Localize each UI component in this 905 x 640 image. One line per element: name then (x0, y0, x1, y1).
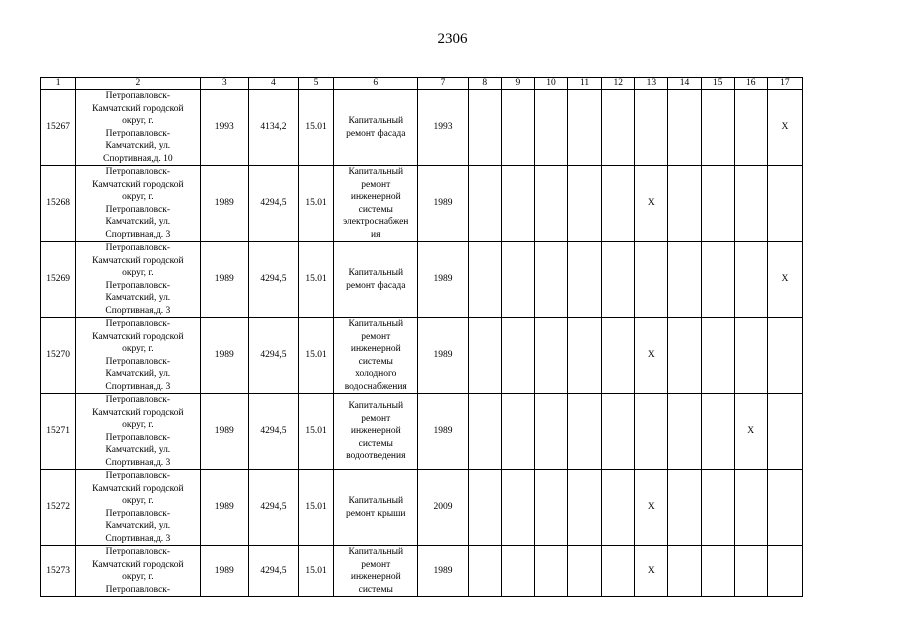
cell-col-14 (668, 394, 701, 470)
cell-col-14 (668, 90, 701, 166)
cell-col-8 (468, 318, 501, 394)
cell-col-8 (468, 394, 501, 470)
last-repair-year-cell: 1989 (418, 394, 468, 470)
last-repair-year-cell: 2009 (418, 470, 468, 546)
column-number-7: 7 (418, 78, 468, 90)
cell-col-10 (534, 90, 567, 166)
column-number-6: 6 (334, 78, 418, 90)
cell-col-11 (568, 318, 602, 394)
cell-col-16 (734, 166, 767, 242)
work-type-cell: Капитальный ремонт инженерной системы водоотведения (334, 394, 418, 470)
code-cell: 15.01 (298, 470, 333, 546)
work-type-cell: Капитальный ремонт фасада (334, 242, 418, 318)
mark-cell-col-13: X (635, 470, 668, 546)
address-cell: Петропавловск- Камчатский городской округ, г. Петропавловск- Камчатский, ул. Спортивная,д. 3 (76, 242, 200, 318)
cell-col-10 (534, 394, 567, 470)
cell-col-15 (701, 242, 734, 318)
column-number-10: 10 (534, 78, 567, 90)
page-number: 2306 (437, 31, 468, 47)
mark-cell-col-17: X (767, 242, 802, 318)
address-cell: Петропавловск- Камчатский городской округ, г. Петропавловск- (76, 546, 200, 597)
column-number-header (41, 78, 803, 90)
year-built-cell: 1989 (200, 166, 248, 242)
cell-col-16 (734, 90, 767, 166)
address-cell: Петропавловск- Камчатский городской округ, г. Петропавловск- Камчатский, ул. Спортивная,д. 3 (76, 318, 200, 394)
work-type-cell: Капитальный ремонт крыши (334, 470, 418, 546)
last-repair-year-cell: 1989 (418, 546, 468, 597)
table-row (41, 318, 803, 394)
cell-col-8 (468, 470, 501, 546)
column-number-4: 4 (248, 78, 298, 90)
column-number-11: 11 (568, 78, 602, 90)
code-cell: 15.01 (298, 546, 333, 597)
column-number-15: 15 (701, 78, 734, 90)
work-type-cell: Капитальный ремонт инженерной системы холодного водоснабжения (334, 318, 418, 394)
cell-col-11 (568, 546, 602, 597)
cell-col-9 (501, 546, 534, 597)
cell-col-8 (468, 90, 501, 166)
table-row (41, 470, 803, 546)
column-number-8: 8 (468, 78, 501, 90)
table-row (41, 394, 803, 470)
record-number-cell: 15267 (41, 90, 76, 166)
cell-col-16 (734, 242, 767, 318)
mark-cell-col-13: X (635, 546, 668, 597)
column-number-9: 9 (501, 78, 534, 90)
area-cell: 4294,5 (248, 394, 298, 470)
work-type-cell: Капитальный ремонт инженерной системы (334, 546, 418, 597)
area-cell: 4134,2 (248, 90, 298, 166)
cell-col-14 (668, 318, 701, 394)
area-cell: 4294,5 (248, 470, 298, 546)
column-number-1: 1 (41, 78, 76, 90)
cell-col-8 (468, 242, 501, 318)
column-number-16: 16 (734, 78, 767, 90)
cell-col-13 (635, 394, 668, 470)
capital-repair-table (40, 77, 803, 597)
record-number-cell: 15269 (41, 242, 76, 318)
cell-col-14 (668, 546, 701, 597)
cell-col-10 (534, 470, 567, 546)
cell-col-14 (668, 470, 701, 546)
cell-col-10 (534, 318, 567, 394)
cell-col-14 (668, 166, 701, 242)
cell-col-17 (767, 546, 802, 597)
cell-col-12 (602, 546, 635, 597)
cell-col-9 (501, 242, 534, 318)
code-cell: 15.01 (298, 90, 333, 166)
area-cell: 4294,5 (248, 242, 298, 318)
column-number-13: 13 (635, 78, 668, 90)
cell-col-15 (701, 166, 734, 242)
cell-col-10 (534, 166, 567, 242)
year-built-cell: 1989 (200, 470, 248, 546)
cell-col-8 (468, 546, 501, 597)
year-built-cell: 1989 (200, 242, 248, 318)
cell-col-9 (501, 318, 534, 394)
cell-col-11 (568, 90, 602, 166)
record-number-cell: 15271 (41, 394, 76, 470)
last-repair-year-cell: 1989 (418, 166, 468, 242)
year-built-cell: 1993 (200, 90, 248, 166)
cell-col-12 (602, 470, 635, 546)
code-cell: 15.01 (298, 318, 333, 394)
cell-col-12 (602, 318, 635, 394)
cell-col-16 (734, 470, 767, 546)
column-number-3: 3 (200, 78, 248, 90)
year-built-cell: 1989 (200, 318, 248, 394)
cell-col-12 (602, 90, 635, 166)
column-number-5: 5 (298, 78, 333, 90)
cell-col-9 (501, 470, 534, 546)
record-number-cell: 15273 (41, 546, 76, 597)
year-built-cell: 1989 (200, 394, 248, 470)
cell-col-17 (767, 318, 802, 394)
cell-col-11 (568, 470, 602, 546)
column-number-14: 14 (668, 78, 701, 90)
work-type-cell: Капитальный ремонт инженерной системы электроснабжен ия (334, 166, 418, 242)
cell-col-15 (701, 394, 734, 470)
cell-col-13 (635, 90, 668, 166)
column-number-17: 17 (767, 78, 802, 90)
cell-col-15 (701, 318, 734, 394)
cell-col-16 (734, 546, 767, 597)
year-built-cell: 1989 (200, 546, 248, 597)
mark-cell-col-13: X (635, 318, 668, 394)
cell-col-17 (767, 470, 802, 546)
table-row (41, 242, 803, 318)
table-row (41, 166, 803, 242)
cell-col-15 (701, 470, 734, 546)
area-cell: 4294,5 (248, 166, 298, 242)
cell-col-14 (668, 242, 701, 318)
cell-col-15 (701, 546, 734, 597)
record-number-cell: 15270 (41, 318, 76, 394)
cell-col-9 (501, 394, 534, 470)
area-cell: 4294,5 (248, 546, 298, 597)
column-number-12: 12 (602, 78, 635, 90)
cell-col-10 (534, 242, 567, 318)
cell-col-17 (767, 166, 802, 242)
record-number-cell: 15272 (41, 470, 76, 546)
last-repair-year-cell: 1993 (418, 90, 468, 166)
code-cell: 15.01 (298, 242, 333, 318)
cell-col-12 (602, 242, 635, 318)
cell-col-11 (568, 394, 602, 470)
address-cell: Петропавловск- Камчатский городской округ, г. Петропавловск- Камчатский, ул. Спортивная,д. 3 (76, 470, 200, 546)
cell-col-17 (767, 394, 802, 470)
cell-col-12 (602, 166, 635, 242)
mark-cell-col-17: X (767, 90, 802, 166)
cell-col-9 (501, 166, 534, 242)
cell-col-8 (468, 166, 501, 242)
table-row (41, 546, 803, 597)
cell-col-11 (568, 166, 602, 242)
column-number-2: 2 (76, 78, 200, 90)
code-cell: 15.01 (298, 394, 333, 470)
mark-cell-col-16: X (734, 394, 767, 470)
address-cell: Петропавловск- Камчатский городской округ, г. Петропавловск- Камчатский, ул. Спортивная,д. 3 (76, 166, 200, 242)
area-cell: 4294,5 (248, 318, 298, 394)
code-cell: 15.01 (298, 166, 333, 242)
cell-col-12 (602, 394, 635, 470)
last-repair-year-cell: 1989 (418, 318, 468, 394)
cell-col-11 (568, 242, 602, 318)
table-row (41, 90, 803, 166)
record-number-cell: 15268 (41, 166, 76, 242)
last-repair-year-cell: 1989 (418, 242, 468, 318)
address-cell: Петропавловск- Камчатский городской округ, г. Петропавловск- Камчатский, ул. Спортивная,д. 3 (76, 394, 200, 470)
work-type-cell: Капитальный ремонт фасада (334, 90, 418, 166)
mark-cell-col-13: X (635, 166, 668, 242)
cell-col-15 (701, 90, 734, 166)
cell-col-13 (635, 242, 668, 318)
address-cell: Петропавловск- Камчатский городской округ, г. Петропавловск- Камчатский, ул. Спортивная,д. 10 (76, 90, 200, 166)
cell-col-16 (734, 318, 767, 394)
cell-col-9 (501, 90, 534, 166)
cell-col-10 (534, 546, 567, 597)
